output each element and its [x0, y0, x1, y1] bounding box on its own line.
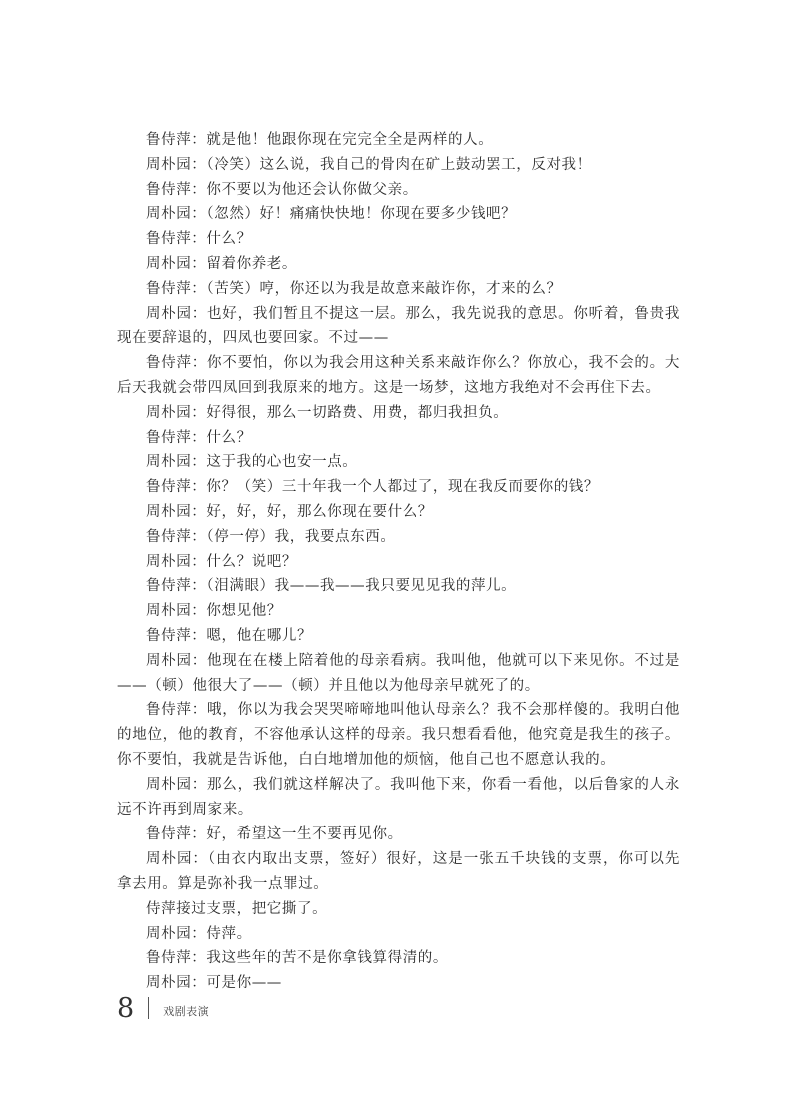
script-paragraph: 周朴园：那么，我们就这样解决了。我叫他下来，你看一看他，以后鲁家的人永远不许再到周家来。: [117, 776, 680, 818]
script-paragraph: 鲁侍萍：你？（笑）三十年我一个人都过了，现在我反而要你的钱？: [146, 479, 599, 496]
script-paragraph: 鲁侍萍：你不要以为他还会认你做父亲。: [146, 181, 418, 198]
footer-divider: [148, 997, 149, 1019]
script-paragraph: 鲁侍萍：什么？: [146, 231, 252, 248]
script-paragraph: 周朴园：（由衣内取出支票，签好）很好，这是一张五千块钱的支票，你可以先拿去用。算是弥补我一点罪过。: [117, 851, 680, 892]
script-paragraph: 鲁侍萍：（苦笑）哼，你还以为我是故意来敲诈你，才来的么？: [146, 280, 562, 297]
script-paragraph: 侍萍接过支票，把它撕了。: [146, 900, 328, 917]
script-paragraph: 周朴园：好得很，那么一切路费、用费，都归我担负。: [146, 404, 509, 421]
script-paragraph: 鲁侍萍：你不要怕，你以为我会用这种关系来敲诈你么？你放心，我不会的。大后天我就会带四凤回到我原来的地方。这是一场梦，这地方我绝对不会再住下去。: [117, 355, 680, 396]
script-paragraph: 鲁侍萍：什么？: [146, 429, 252, 446]
script-paragraph: 周朴园：你想见他？: [146, 603, 282, 620]
script-paragraph: 鲁侍萍：好，希望这一生不要再见你。: [146, 826, 403, 843]
script-paragraph: 周朴园：（忽然）好！痛痛快快地！你现在要多少钱吧？: [146, 206, 517, 223]
script-paragraph: 周朴园：可是你——: [146, 975, 282, 992]
script-paragraph: 鲁侍萍：（停一停）我，我要点东西。: [146, 528, 396, 545]
script-paragraph: 周朴园：（冷笑）这么说，我自己的骨肉在矿上鼓动罢工，反对我！: [146, 156, 592, 173]
script-paragraph: 鲁侍萍：（泪满眼）我——我——我只要见见我的萍儿。: [146, 578, 517, 595]
script-paragraph: 周朴园：侍萍。: [146, 925, 252, 942]
play-script-text: [117, 128, 680, 996]
script-paragraph: 鲁侍萍：哦，你以为我会哭哭啼啼地叫他认母亲么？我不会那样傻的。我明白他的地位，他的教育，不容他承认这样的母亲。我只想看看他，他究竟是我生的孩子。你不要怕，我就是告诉他，白白地增加他的烦恼，他自己也不愿意认我的。: [117, 702, 680, 768]
script-paragraph: 鲁侍萍：嗯，他在哪儿？: [146, 627, 313, 644]
page-number: 8: [117, 992, 135, 1024]
script-paragraph: 周朴园：留着你养老。: [146, 255, 297, 272]
script-paragraph: 鲁侍萍：我这些年的苦不是你拿钱算得清的。: [146, 950, 448, 967]
script-paragraph: 周朴园：什么？说吧？: [146, 553, 297, 570]
script-paragraph: 周朴园：好，好，好，那么你现在要什么？: [146, 503, 433, 520]
script-paragraph: 周朴园：这于我的心也安一点。: [146, 454, 358, 471]
book-title: 戏剧表演: [163, 1005, 210, 1018]
page-footer: [117, 992, 209, 1024]
script-paragraph: 周朴园：他现在在楼上陪着他的母亲看病。我叫他，他就可以下来见你。不过是——（顿）他很大了——（顿）并且他以为他母亲早就死了的。: [117, 652, 680, 694]
script-paragraph: 周朴园：也好，我们暂且不提这一层。那么，我先说我的意思。你听着，鲁贵我现在要辞退的，四凤也要回家。不过——: [117, 305, 680, 347]
script-paragraph: 鲁侍萍：就是他！他跟你现在完完全全是两样的人。: [146, 132, 494, 148]
